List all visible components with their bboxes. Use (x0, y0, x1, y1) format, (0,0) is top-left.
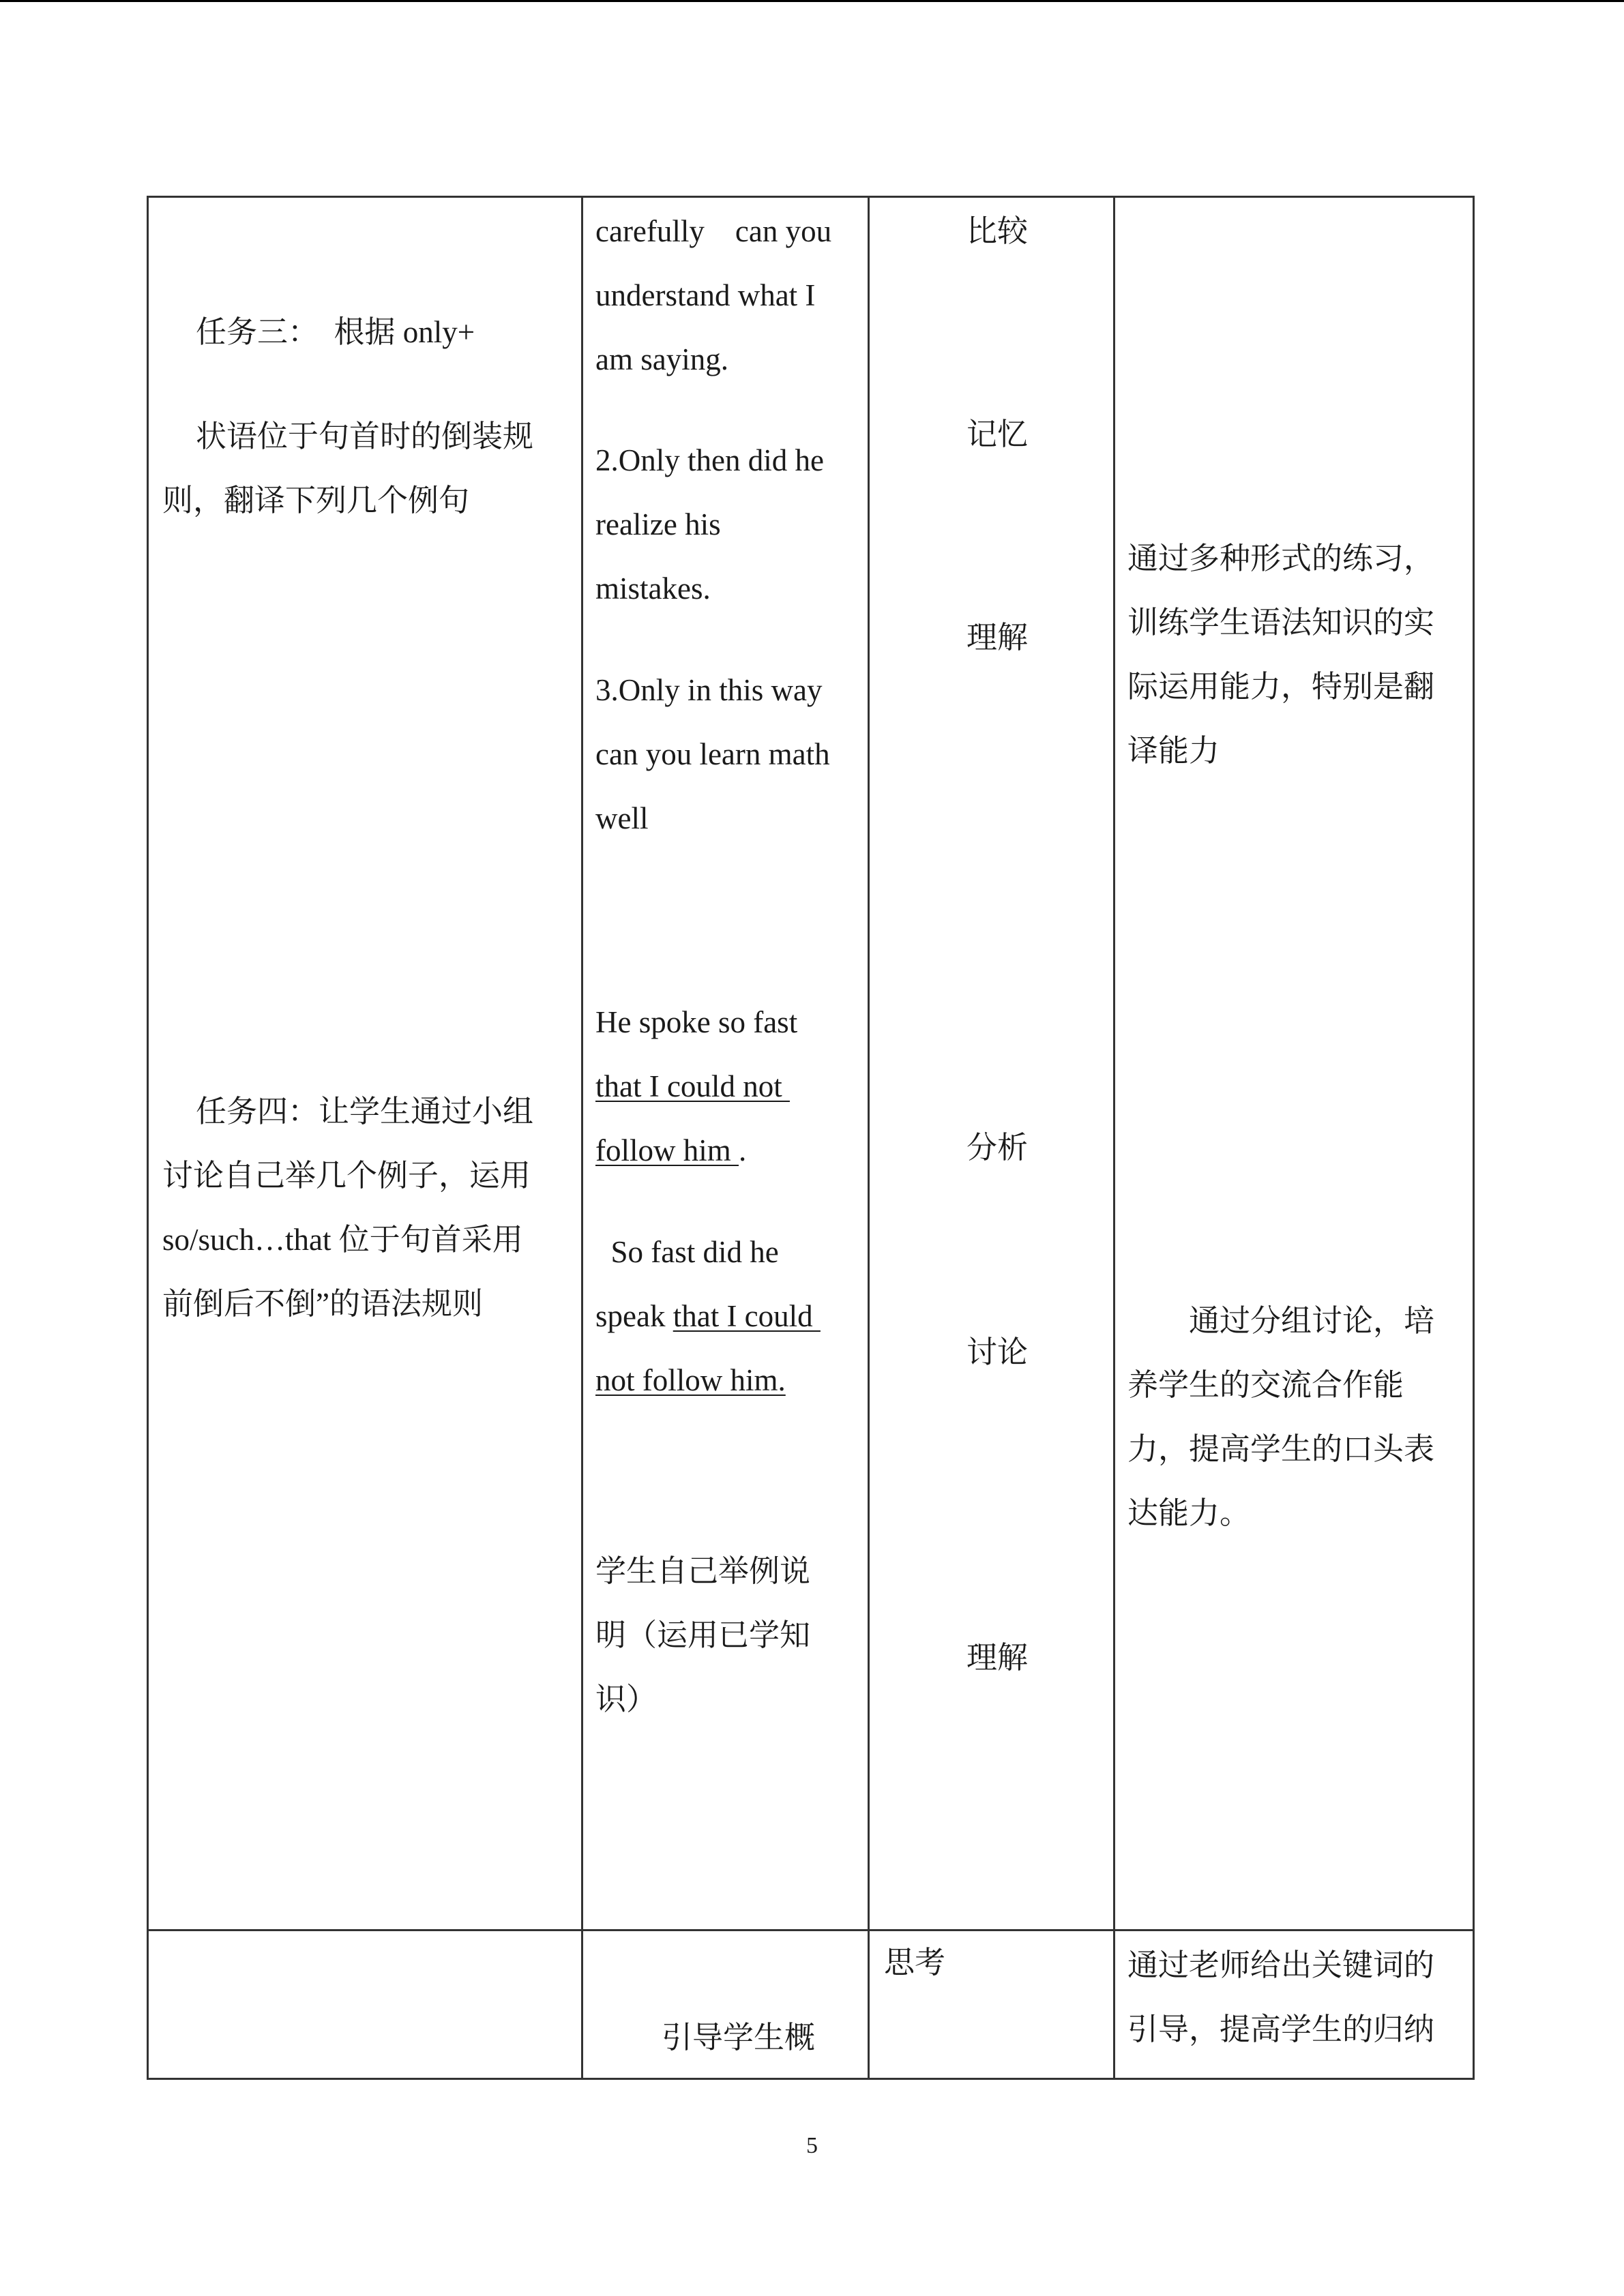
task3-line-1: 状语位于句首时的倒装规 (196, 419, 534, 453)
purpose2-line-4: 达能力。 (1127, 1496, 1251, 1530)
row2-col4-line-1: 通过老师给出关键词的 (1127, 1948, 1435, 1982)
keyword-analyze: 分析 (966, 1131, 1029, 1165)
task3-title: 任务三： 根据 only+ (196, 315, 475, 349)
column-divider-2 (868, 198, 870, 2078)
example1-line-1: carefully can you (595, 214, 832, 248)
example3-line-3: well (595, 801, 649, 835)
purpose1-line-1: 通过多种形式的练习， (1127, 541, 1435, 576)
row2-col3-text: 思考 (884, 1945, 946, 1980)
task4-line-3: so/such…that 位于句首采用 (162, 1223, 523, 1257)
student-activity-line-2: 明（运用已学知 (595, 1618, 811, 1652)
task4-line-2: 讨论自己举几个例子，运用 (162, 1159, 531, 1193)
task4-line-1: 任务四：让学生通过小组 (196, 1094, 534, 1129)
example5-line-2 (595, 1284, 821, 1348)
example2-line-3: mistakes. (595, 571, 711, 606)
row2-col4-line-2: 引导，提高学生的归纳 (1127, 2012, 1435, 2046)
task3-line-2: 则，翻译下列几个例句 (162, 483, 470, 518)
row-divider (149, 1929, 1473, 1931)
task4-line-4: 前倒后不倒”的语法规则 (162, 1287, 483, 1321)
example5-underlined-clause-1: that I could (673, 1299, 821, 1333)
example1-line-2: understand what I (595, 278, 816, 312)
example5-line-1: So fast did he (595, 1235, 779, 1269)
example4-underlined-clause-2: follow him (595, 1133, 739, 1167)
keyword-understand-1: 理解 (966, 621, 1029, 655)
example4-line-3 (595, 1118, 746, 1182)
example4-underlined-clause-1: that I could not (595, 1069, 790, 1103)
purpose1-line-2: 训练学生语法知识的实 (1127, 606, 1435, 640)
purpose2-line-2: 养学生的交流合作能 (1127, 1368, 1404, 1402)
example3-line-1: 3.Only in this way (595, 673, 823, 707)
keyword-compare: 比较 (966, 214, 1029, 248)
example3-line-2: can you learn math (595, 737, 830, 771)
row2-col2-text: 引导学生概 (662, 2021, 816, 2055)
keyword-memorize: 记忆 (966, 417, 1029, 451)
example4-line-1: He spoke so fast (595, 1005, 798, 1039)
page-top-border (0, 0, 1624, 2)
example2-line-1: 2.Only then did he (595, 443, 824, 477)
example2-line-2: realize his (595, 507, 721, 541)
student-activity-line-3: 识） (595, 1682, 658, 1716)
purpose1-line-4: 译能力 (1127, 734, 1220, 768)
keyword-discuss: 讨论 (966, 1335, 1029, 1369)
example5-prefix: speak (595, 1299, 673, 1333)
example4-period: . (739, 1133, 747, 1167)
column-divider-1 (581, 198, 583, 2078)
purpose2-line-3: 力，提高学生的口头表 (1127, 1432, 1435, 1466)
student-activity-line-1: 学生自己举例说 (595, 1554, 811, 1588)
page-number: 5 (806, 2133, 818, 2158)
keyword-understand-2: 理解 (966, 1641, 1029, 1675)
example1-line-3: am saying. (595, 342, 728, 376)
purpose1-line-3: 际运用能力，特别是翻 (1127, 670, 1435, 704)
example5-underlined-clause-2: not follow him. (595, 1363, 786, 1397)
column-divider-3 (1113, 198, 1115, 2078)
purpose2-line-1: 通过分组讨论，培 (1127, 1304, 1435, 1338)
